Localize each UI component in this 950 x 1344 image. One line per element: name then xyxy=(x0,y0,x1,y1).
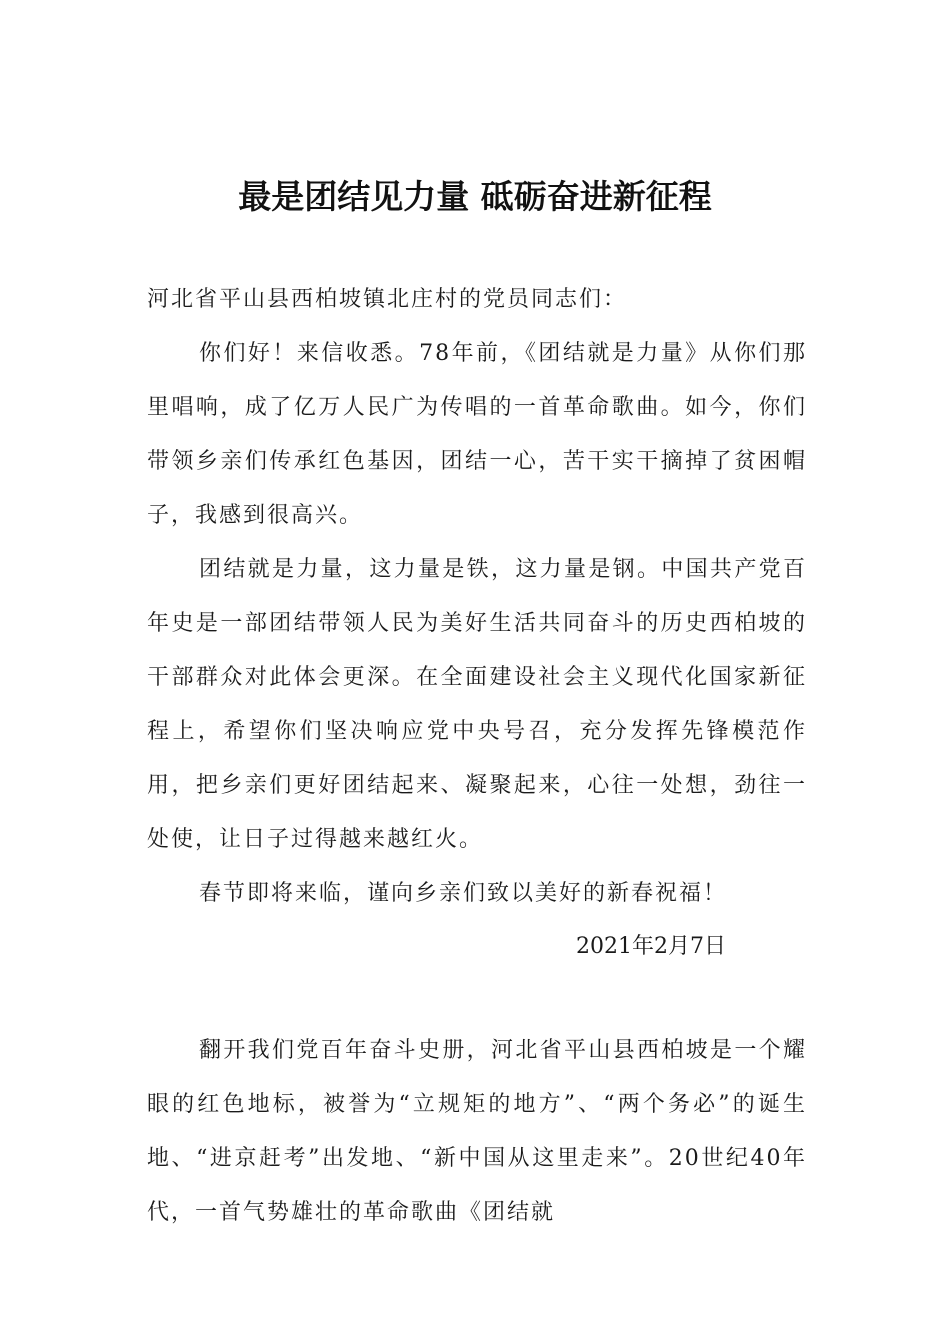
salutation: 河北省平山县西柏坡镇北庄村的党员同志们： xyxy=(147,287,628,312)
letter-date: 2021年2月7日 xyxy=(576,934,726,959)
letter-body xyxy=(147,327,807,921)
letter-paragraph: 你们好！来信收悉。78年前，《团结就是力量》从你们那里唱响，成了亿万人民广为传唱的一首革命歌曲。如今，你们带领乡亲们传承红色基因，团结一心，苦干实干摘掉了贫困帽子，我感到很高兴。 xyxy=(147,341,807,528)
document-title: 最是团结见力量 砥砺奋进新征程 xyxy=(238,177,712,216)
article-paragraph: 翻开我们党百年奋斗史册，河北省平山县西柏坡是一个耀眼的红色地标，被誉为“立规矩的地方”、“两个务必”的诞生地、“进京赶考”出发地、“新中国从这里走来”。20世纪40年代，一首气势雄壮的革命歌曲《团结就 xyxy=(147,1038,807,1225)
letter-paragraph: 团结就是力量，这力量是铁，这力量是钢。中国共产党百年史是一部团结带领人民为美好生活共同奋斗的历史西柏坡的干部群众对此体会更深。在全面建设社会主义现代化国家新征程上，希望你们坚决响应党中央号召，充分发挥先锋模范作用，把乡亲们更好团结起来、凝聚起来，心往一处想，劲往一处使，让日子过得越来越红火。 xyxy=(147,557,807,852)
letter-paragraph: 春节即将来临，谨向乡亲们致以美好的新春祝福！ xyxy=(199,881,728,906)
article-body xyxy=(147,1024,807,1240)
